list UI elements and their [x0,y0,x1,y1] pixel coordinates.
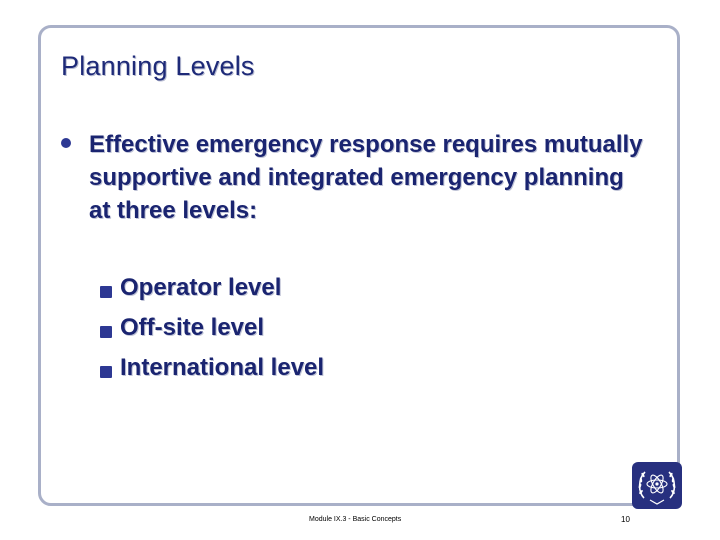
square-bullet-icon [100,326,112,338]
footer-module-text: Module IX.3 - Basic Concepts [309,516,402,523]
page-number: 10 [621,515,630,524]
sub-bullet-label: International level [120,354,325,381]
main-bullet-text: Effective emergency response requires mutually supportive and integrated emergency planning at three levels: [89,131,643,224]
slide-title: Planning Levels [61,51,255,81]
iaea-logo-icon [632,462,682,509]
square-bullet-icon [100,286,112,298]
bullet-dot-icon [61,138,71,148]
iaea-logo-graphic [632,462,682,509]
slide-frame [38,25,680,506]
sub-bullet-label: Off-site level [120,314,265,341]
sub-bullet-label: Operator level [120,274,282,301]
square-bullet-icon [100,366,112,378]
